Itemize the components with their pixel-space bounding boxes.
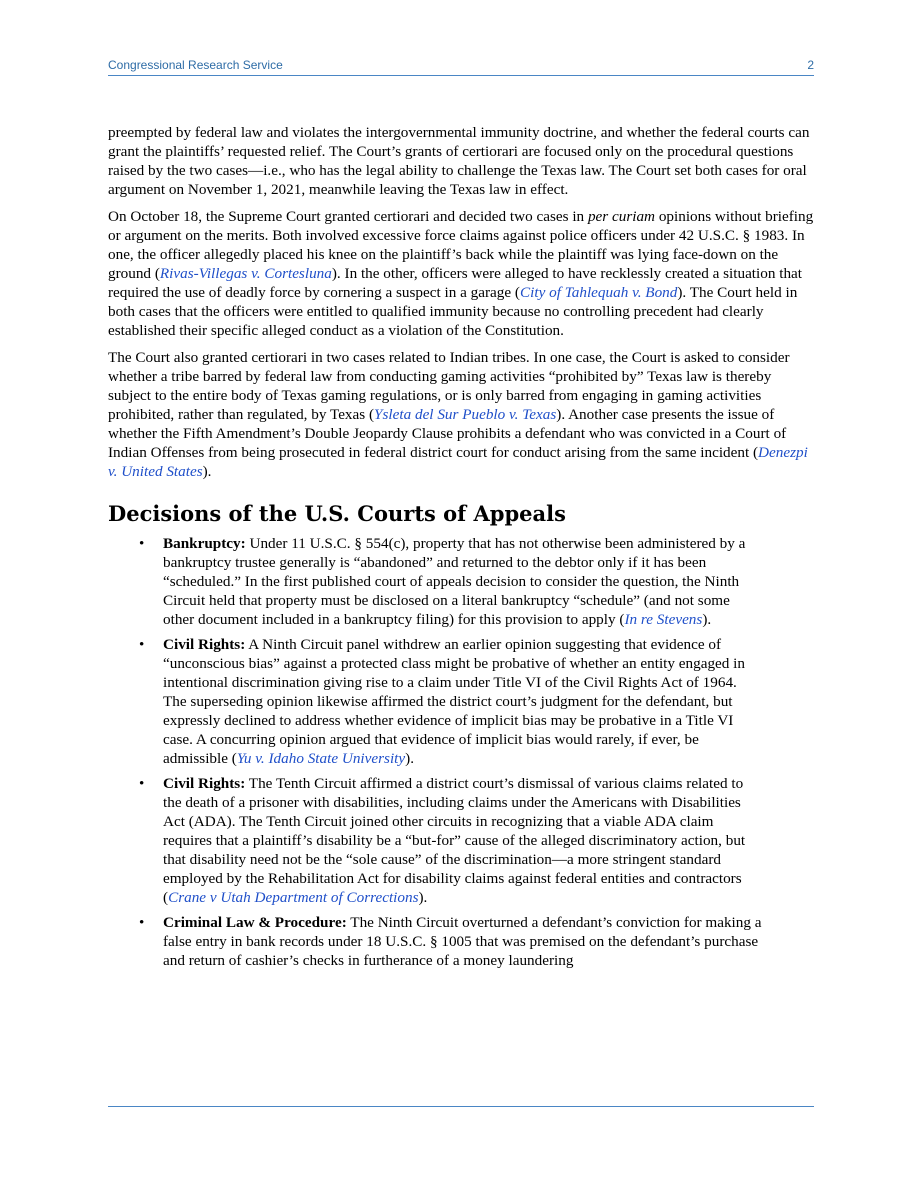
bullet: • <box>139 914 145 931</box>
case-link-ysleta[interactable]: Ysleta del Sur Pueblo v. Texas <box>374 406 557 423</box>
section-heading: Decisions of the U.S. Courts of Appeals <box>108 501 566 526</box>
text: ). <box>418 889 428 906</box>
case-link-crane[interactable]: Crane v Utah Department of Corrections <box>168 889 419 906</box>
list-item <box>108 913 763 970</box>
paragraph-3 <box>108 348 814 481</box>
paragraph-2 <box>108 207 814 340</box>
list-item <box>108 774 763 907</box>
page-number: 2 <box>807 58 814 72</box>
footer-rule <box>108 1106 814 1107</box>
case-link-denezpi[interactable]: Denezpi v. United States <box>108 444 808 480</box>
case-link-yu[interactable]: Yu v. Idaho State University <box>236 750 406 767</box>
text: ). Another case presents the issue of whether the Fifth Amendment’s Double Jeopardy Clause prohibits a defendant who was convicted in a Court of Indian Offenses from being prosecuted in federal district court for conduct arising from the same incident ( <box>108 406 787 461</box>
text: ). <box>702 611 712 628</box>
emphasis: per curiam <box>587 208 656 225</box>
text: Under 11 U.S.C. § 554(c), property that has not otherwise been administered by a bankruptcy trustee generally is “abandoned” and returned to the debtor only if it has been “scheduled.” In the first published court of appeals decision to consider the question, the Ninth Circuit held that property must be disclosed on a literal bankruptcy “schedule” (and not some other document included in a bankruptcy filing) for this provision to apply ( <box>163 535 746 628</box>
text: A Ninth Circuit panel withdrew an earlier opinion suggesting that evidence of “unconscious bias” against a protected class might be probative of whether an entity engaged in intentional discrimination giving rise to a claim under Title VI of the Civil Rights Act of 1964. The superseding opinion likewise affirmed the district court’s judgment for the defendant, but expressly declined to address whether evidence of implicit bias may be probative in a Title VI case. A concurring opinion argued that evidence of implicit bias would rarely, if ever, be admissible ( <box>163 636 745 767</box>
text: ). <box>202 463 212 480</box>
decision-list <box>108 534 814 970</box>
list-item <box>108 635 763 768</box>
item-label: Civil Rights: <box>163 775 246 792</box>
case-link-stevens[interactable]: In re Stevens <box>624 611 703 628</box>
bullet: • <box>139 535 145 552</box>
bullet: • <box>139 636 145 653</box>
case-link-tahlequah[interactable]: City of Tahlequah v. Bond <box>520 284 678 301</box>
text: ). In the other, officers were alleged to have recklessly created a situation that required the use of deadly force by cornering a suspect in a garage ( <box>108 265 803 301</box>
item-label: Criminal Law & Procedure: <box>163 914 347 931</box>
item-label: Bankruptcy: <box>163 535 246 552</box>
header-rule <box>108 75 814 76</box>
text: On October 18, the Supreme Court granted certiorari and decided two cases in <box>108 208 588 225</box>
text: ). The Court held in both cases that the officers were entitled to qualified immunity because no controlling precedent had clearly established their specific alleged conduct as a violation of the Constitution. <box>108 284 798 339</box>
document-body <box>108 123 814 976</box>
text: opinions without briefing or argument on the merits. Both involved excessive force claims against police officers under 42 U.S.C. § 1983. In one, the officer allegedly placed his knee on the plaintiff’s back while the plaintiff was lying face-down on the ground ( <box>108 208 814 282</box>
bullet: • <box>139 775 145 792</box>
text: ). <box>405 750 414 767</box>
header-org: Congressional Research Service <box>108 58 283 72</box>
case-link-rivas-villegas[interactable]: Rivas-Villegas v. Cortesluna <box>159 265 332 282</box>
list-item <box>108 534 763 629</box>
text: The Tenth Circuit affirmed a district court’s dismissal of various claims related to the death of a prisoner with disabilities, including claims under the Americans with Disabilities Act (ADA). The Tenth Circuit joined other circuits in recognizing that a viable ADA claim requires that a plaintiff’s disability be a “but-for” cause of the alleged discriminatory action, but that disability need not be the “sole cause” of the discrimination—a more stringent standard employed by the Rehabilitation Act for disability claims against federal entities and contractors ( <box>163 775 746 906</box>
text: The Court also granted certiorari in two cases related to Indian tribes. In one case, the Court is asked to consider whether a tribe barred by federal law from conducting gaming activities “prohibited by” Texas law is thereby subject to the entire body of Texas gaming regulations, or is only barred from engaging in gaming activities prohibited, rather than regulated, by Texas ( <box>108 349 790 423</box>
item-label: Civil Rights: <box>163 636 246 653</box>
paragraph-1: preempted by federal law and violates the intergovernmental immunity doctrine, and whether the federal courts can grant the plaintiffs’ requested relief. The Court’s grants of certiorari are focused only on the procedural questions raised by the two cases—i.e., who has the legal ability to challenge the Texas law. The Court set both cases for oral argument on November 1, 2021, meanwhile leaving the Texas law in effect. <box>108 124 810 198</box>
text: The Ninth Circuit overturned a defendant’s conviction for making a false entry in bank records under 18 U.S.C. § 1005 that was premised on the defendant’s purchase and return of cashier’s checks in furtherance of a money laundering <box>163 914 762 969</box>
